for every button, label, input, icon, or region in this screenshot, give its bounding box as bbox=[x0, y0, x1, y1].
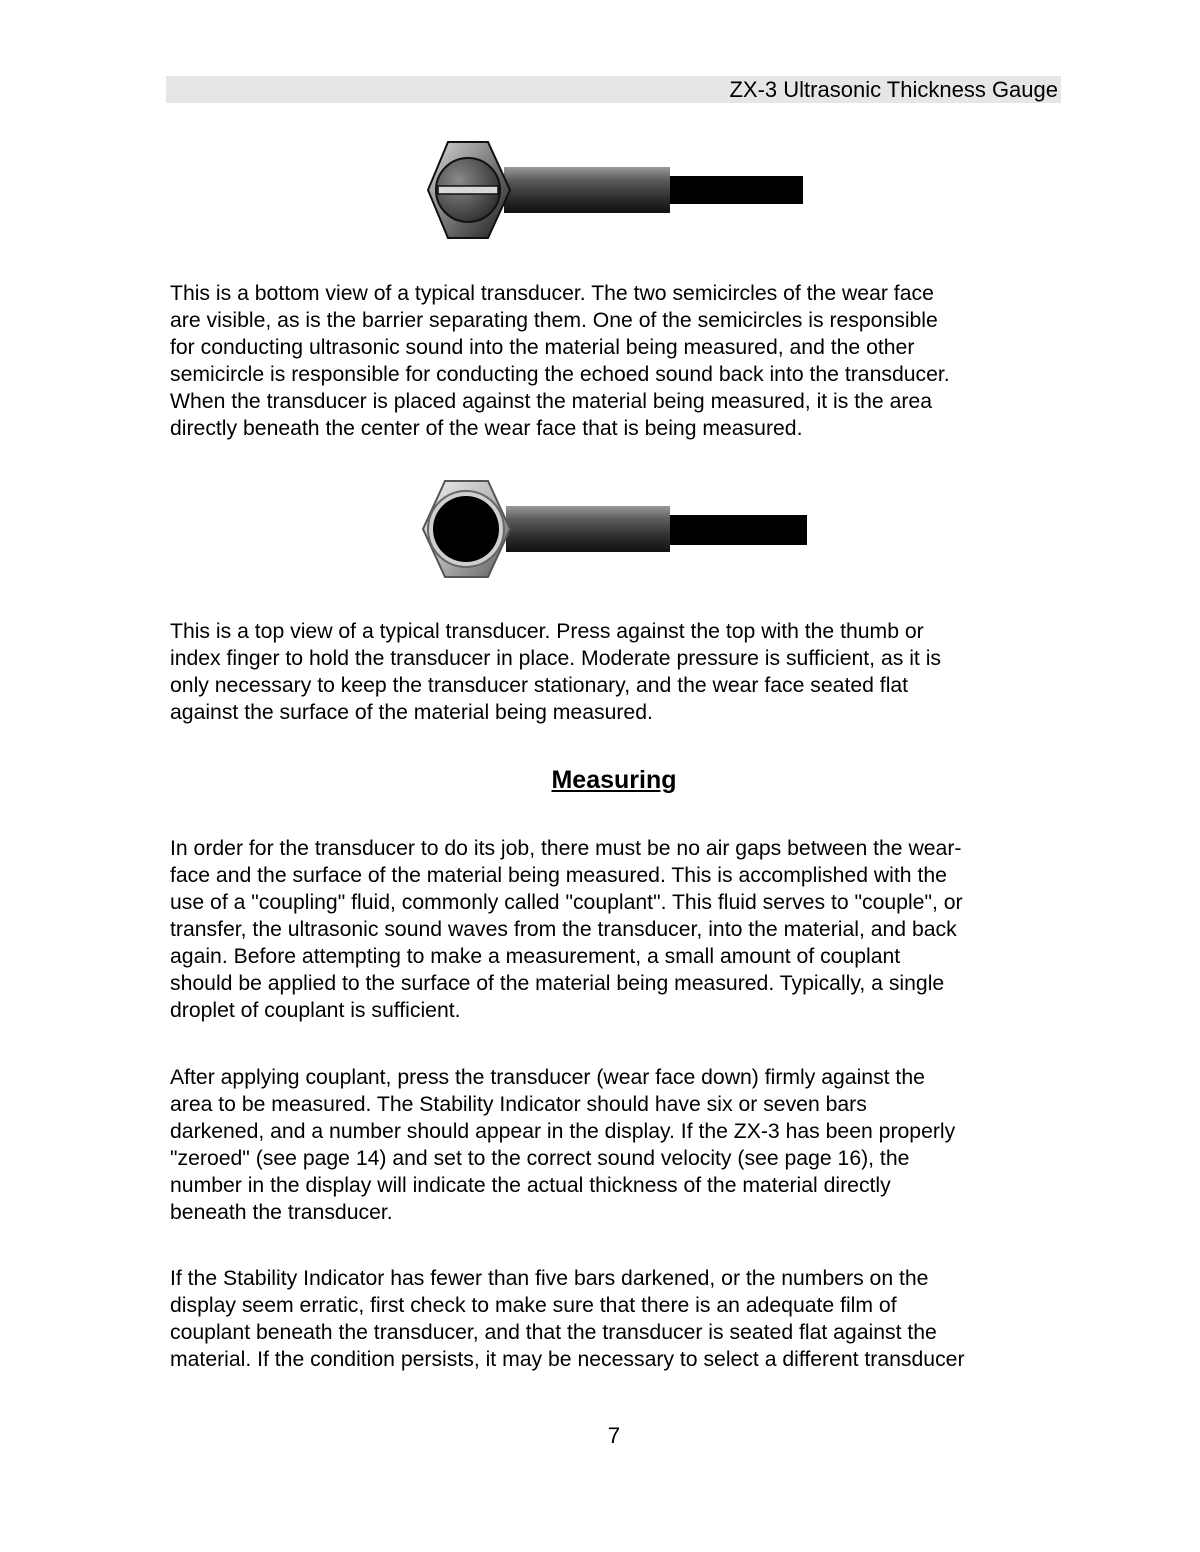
measuring-intro-paragraph: In order for the transducer to do its job, there must be no air gaps between the wear- face and the surface of the material being measured. This is accomplished with the use of a "coupling" fluid, commonly called "couplant". This fluid serves to "couple", or transfer, the ultrasonic sound waves from the transducer, into the material, and back again. Before attempting to make a measurement, a small amount of couplant should be applied to the surface of the material being measured. Typically, a single droplet of couplant is sufficient. bbox=[170, 837, 963, 1022]
page-number: 7 bbox=[607, 1423, 621, 1448]
transducer-bottom-view-icon bbox=[424, 140, 806, 240]
after-couplant-paragraph: After applying couplant, press the transducer (wear face down) firmly against the area to be measured. The Stability Indicator should have six or seven bars darkened, and a number should appear in the display. If the ZX-3 has been properly "zeroed" (see page 14) and set to the correct sound velocity (see page 16), the number in the display will indicate the actual thickness of the material directly beneath the transducer. bbox=[170, 1066, 956, 1224]
transducer-top-view-icon bbox=[420, 478, 810, 580]
bottom-view-paragraph: This is a bottom view of a typical transducer. The two semicircles of the wear face are visible, as is the barrier separating them. One of the semicircles is responsible for conducting ultrasonic sound into the material being measured, and the other semicircle is responsible for conducting the echoed sound back into the transducer. When the transducer is placed against the material being measured, it is the area directly beneath the center of the wear face that is being measured. bbox=[170, 282, 950, 440]
section-heading-measuring: Measuring bbox=[551, 766, 677, 794]
header-title: ZX-3 Ultrasonic Thickness Gauge bbox=[729, 77, 1058, 102]
top-view-paragraph: This is a top view of a typical transducer. Press against the top with the thumb or index finger to hold the transducer in place. Moderate pressure is sufficient, as it is only necessary to keep the transducer stationary, and the wear face seated flat against the surface of the material being measured. bbox=[170, 620, 942, 724]
page-header bbox=[166, 76, 1061, 103]
stability-paragraph: If the Stability Indicator has fewer than five bars darkened, or the numbers on the display seem erratic, first check to make sure that there is an adequate film of couplant beneath the transducer, and that the transducer is seated flat against the material. If the condition persists, it may be necessary to select a different transducer bbox=[170, 1267, 965, 1371]
